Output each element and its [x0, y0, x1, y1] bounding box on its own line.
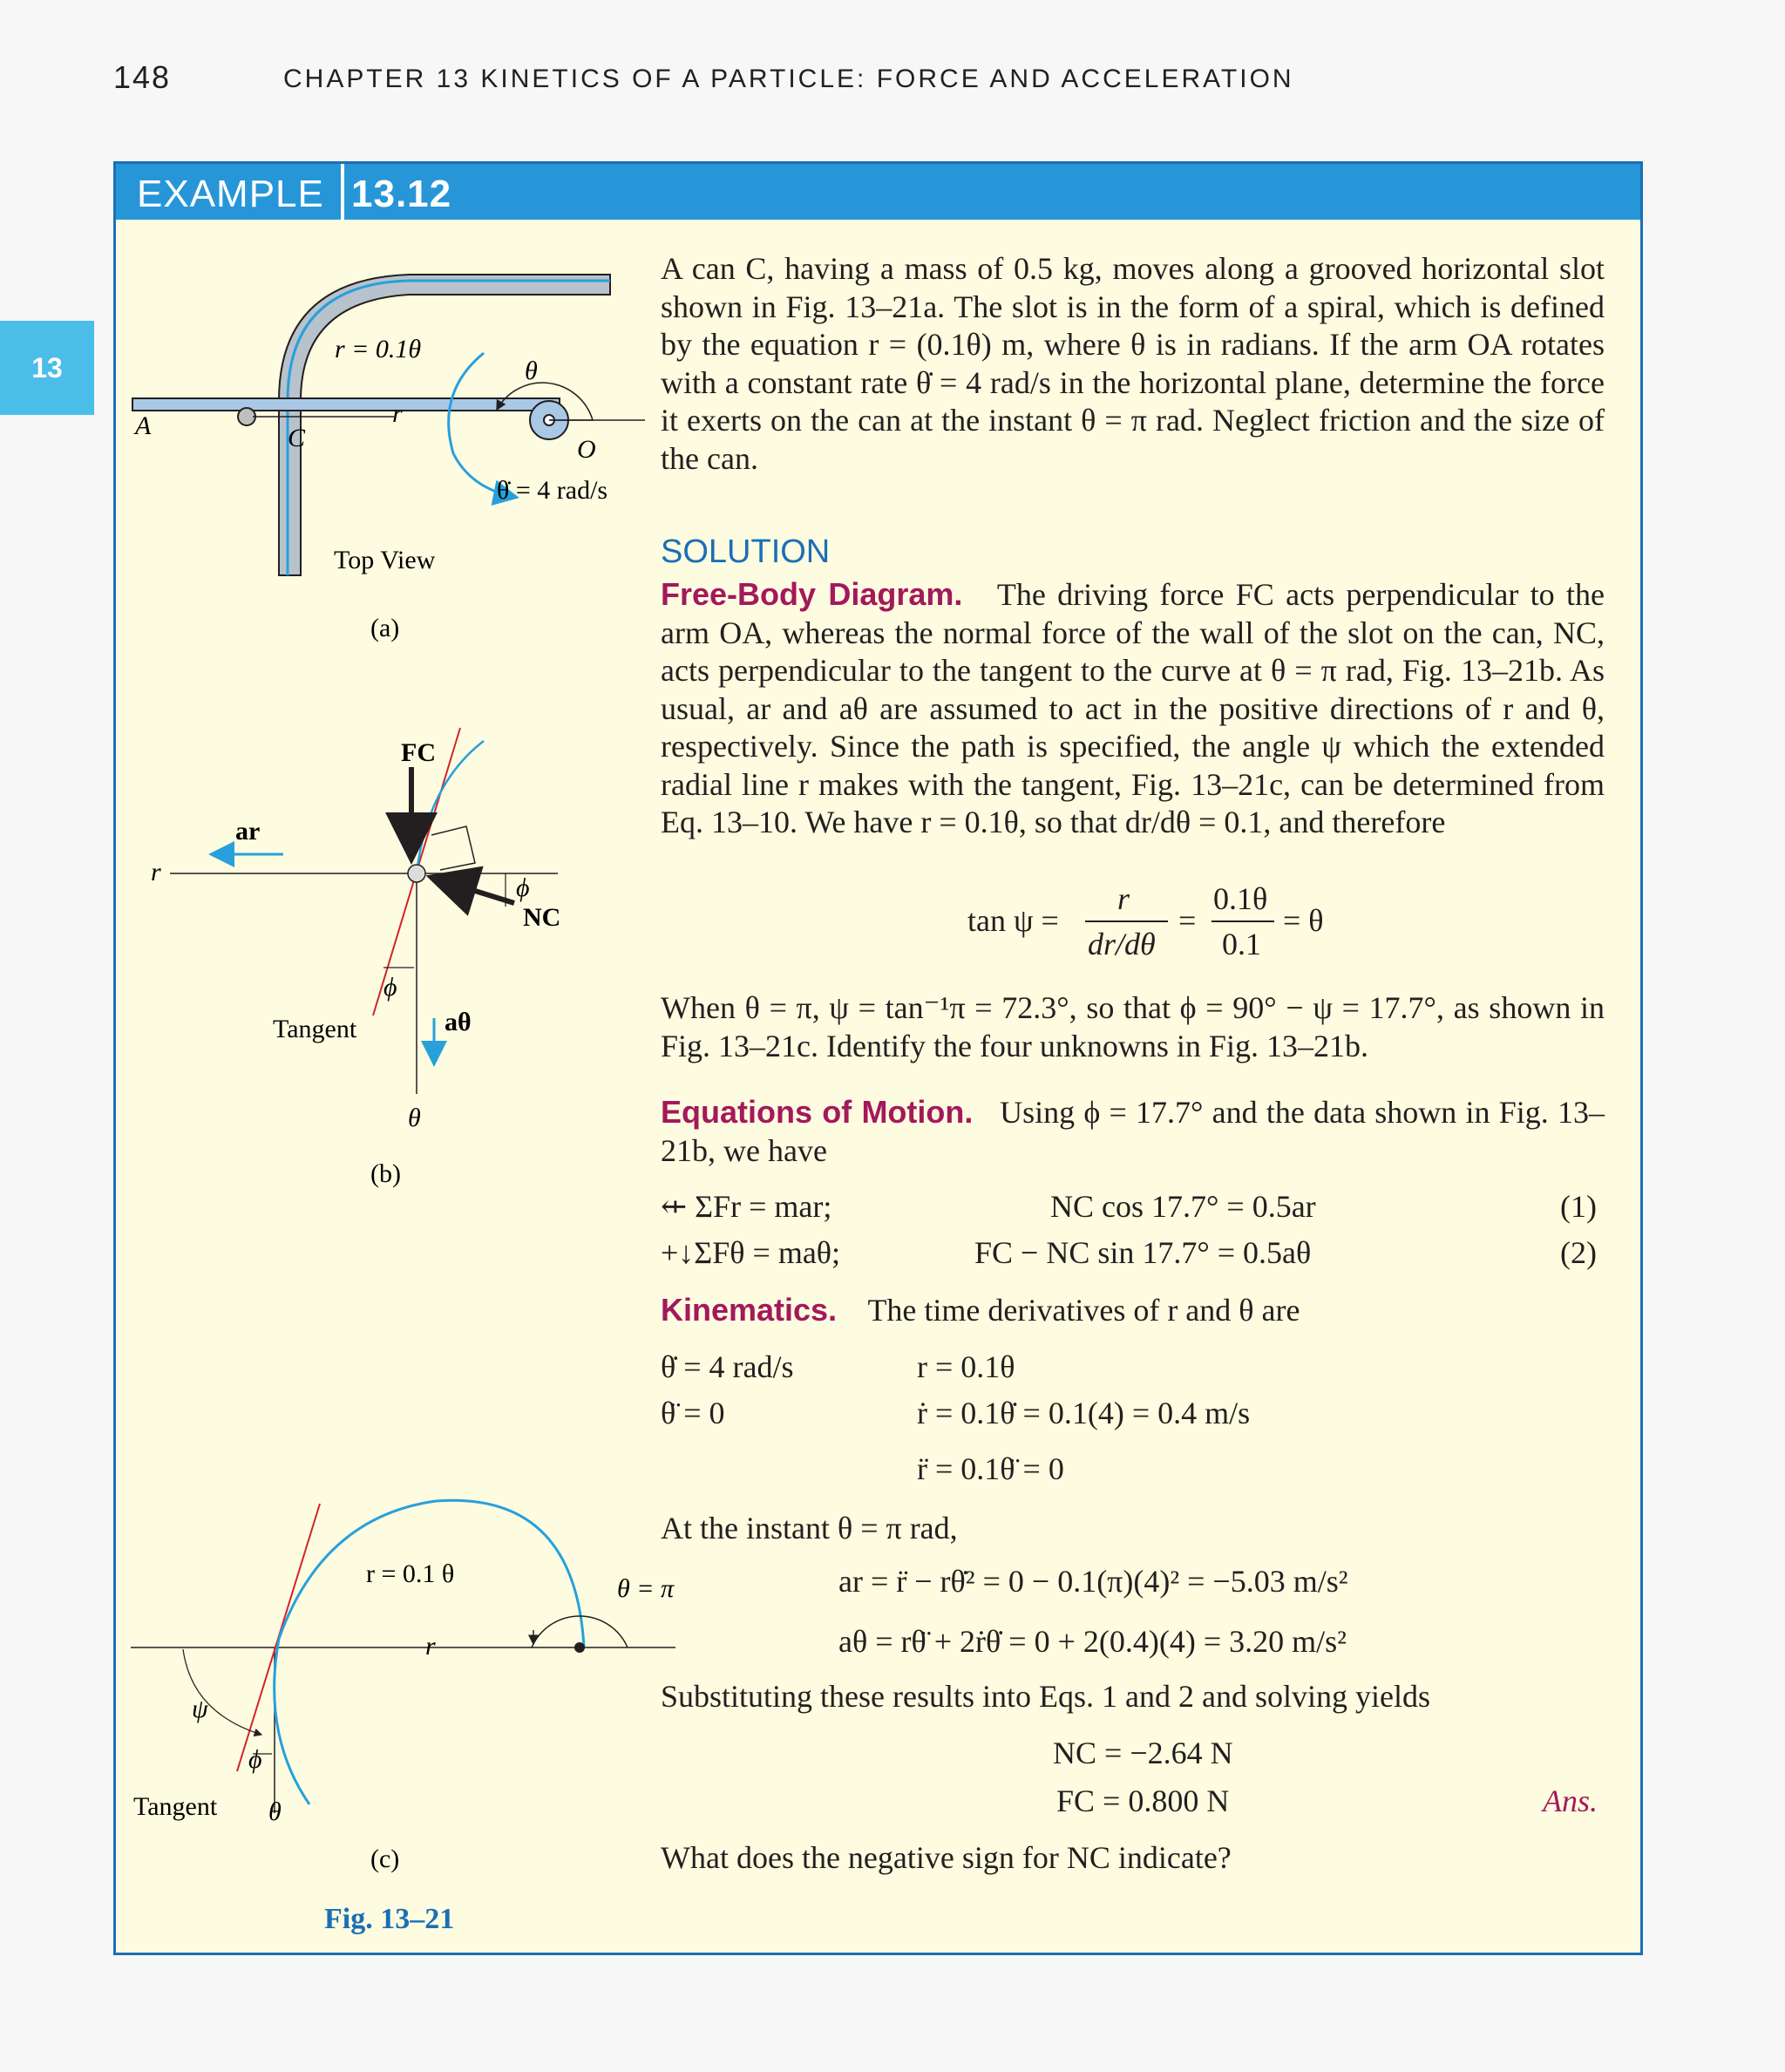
fig-a-point-O: O: [577, 435, 596, 464]
kin-theta-ddot: θ̈ = 0: [661, 1396, 725, 1430]
eom-eq-2: FC − NC sin 17.7° = 0.5aθ: [974, 1235, 1312, 1270]
figure-b: [151, 728, 560, 1188]
fig-b-ar: ar: [235, 817, 261, 846]
fig-c-theta: θ: [268, 1797, 282, 1826]
chapter-tab: 13: [0, 321, 94, 415]
fig-c-r-label: r = 0.1 θ: [366, 1559, 455, 1588]
eom-heading: Equations of Motion.: [661, 1094, 974, 1130]
eom-num-1: (1): [1560, 1189, 1597, 1224]
fig-b-phi: ϕ: [516, 873, 530, 902]
tan-eq-den2: 0.1: [1222, 927, 1261, 961]
fig-c-psi: ψ: [192, 1695, 208, 1723]
running-head: CHAPTER 13 KINETICS OF A PARTICLE: FORCE AND ACCELERATION: [283, 65, 1294, 93]
tan-eq-num2: 0.1θ: [1213, 881, 1268, 916]
solution-heading: SOLUTION: [661, 533, 831, 570]
figure-a: [132, 275, 645, 642]
example-number: 13.12: [351, 173, 452, 215]
result-nc: NC = −2.64 N: [1053, 1736, 1233, 1770]
result-fc: FC = 0.800 N: [1056, 1783, 1230, 1818]
kin-paragraph: [661, 1292, 1300, 1328]
fig-a-point-A: A: [135, 411, 152, 440]
fig-a-r: r: [392, 399, 403, 428]
fig-c-tangent: Tangent: [133, 1792, 218, 1821]
kin-theta-dot: θ̇ = 4 rad/s: [661, 1349, 794, 1384]
fig-a-caption: (a): [370, 614, 400, 642]
kin-r-dot: ṙ = 0.1θ̇ = 0.1(4) = 0.4 m/s: [917, 1396, 1251, 1430]
when-paragraph: When θ = π, ψ = tan⁻¹π = 72.3°, so that ϕ = 90° − ψ = 17.7°, as shown in Fig. 13–21c. Identify the four unknowns in Fig. 13–21b.: [661, 990, 1605, 1063]
tan-eq-rhs: = θ: [1283, 903, 1324, 938]
fig-b-phi2: ϕ: [383, 973, 397, 1002]
problem-statement: A can C, having a mass of 0.5 kg, moves along a grooved horizontal slot shown in Fig. 13–21a. The slot is in the form of a spiral, which is defined by the equation r = (0.1θ) m, where θ is in radians. If the arm OA rotates with a constant rate θ̇ = 4 rad/s in the horizontal plane, determine the force it exerts on the can at the instant θ = π rad. Neglect friction and the size of the can.: [661, 251, 1605, 476]
answer-marker: Ans.: [1543, 1783, 1598, 1818]
fig-a-point-C: C: [288, 424, 306, 452]
fbd-paragraph: [661, 575, 1605, 842]
fbd-text: The driving force FC acts perpendicular to the arm OA, whereas the normal force of the wall of the slot on the can, NC, acts perpendicular to the tangent to the curve at θ = π rad, Fig. 13–21b. As usual, ar and aθ are assumed to act in the positive directions of r and θ, respectively. Since the path is specified, the angle ψ which the extended radial line r makes with the tangent, Fig. 13–21c, can be determined from Eq. 13–10. We have r = 0.1θ, so that dr/dθ = 0.1, and therefore: [661, 577, 1605, 839]
kin-text: The time derivatives of r and θ are: [867, 1293, 1300, 1328]
fig-b-tangent: Tangent: [273, 1015, 357, 1043]
eom-num-2: (2): [1560, 1235, 1597, 1270]
fig-b-r: r: [151, 858, 161, 887]
fig-a-r-label: r = 0.1θ: [335, 335, 422, 363]
figure-caption: Fig. 13–21: [324, 1903, 455, 1935]
fig-a-view: Top View: [334, 546, 436, 574]
fig-c-theta-pi: θ = π: [617, 1574, 675, 1603]
fig-a-theta: θ: [525, 357, 538, 385]
tan-eq-eq2: =: [1178, 903, 1197, 938]
substitution-text: Substituting these results into Eqs. 1 and 2 and solving yields: [661, 1679, 1430, 1714]
fig-c-phi: ϕ: [248, 1745, 262, 1774]
eom-paragraph: [661, 1093, 1605, 1170]
fig-b-fc: FC: [401, 738, 436, 767]
accel-r: ar = r̈ − rθ̇² = 0 − 0.1(π)(4)² = −5.03 m/s²: [838, 1564, 1348, 1599]
page-number: 148: [113, 59, 172, 95]
fig-b-atheta: aθ: [445, 1008, 472, 1036]
eom-eq-1: NC cos 17.7° = 0.5ar: [1050, 1189, 1316, 1224]
fig-c-caption: (c): [370, 1844, 400, 1873]
tan-eq-num1: r: [1117, 881, 1130, 916]
fig-a-rate: θ̇ = 4 rad/s: [497, 476, 608, 505]
instant-text: At the instant θ = π rad,: [661, 1511, 958, 1546]
tan-eq-lhs: tan ψ =: [967, 903, 1059, 938]
accel-theta: aθ = rθ̈ + 2ṙθ̇ = 0 + 2(0.4)(4) = 3.20 m/s²: [838, 1624, 1347, 1659]
fig-c-r: r: [425, 1632, 436, 1661]
eom-sum-2: +↓ΣFθ = maθ;: [661, 1235, 841, 1270]
example-label: EXAMPLE: [137, 173, 324, 215]
closing-question: What does the negative sign for NC indicate?: [661, 1840, 1232, 1875]
fbd-heading: Free-Body Diagram.: [661, 576, 963, 612]
eom-text: Using ϕ = 17.7° and the data shown in Fig. 13–21b, we have: [661, 1095, 1605, 1168]
fig-b-nc: NC: [523, 903, 561, 932]
tan-eq-den1: dr/dθ: [1088, 927, 1156, 961]
eom-sum-1: ⇷ ΣFr = mar;: [661, 1189, 832, 1224]
kin-heading: Kinematics.: [661, 1292, 838, 1328]
fig-b-caption: (b): [370, 1159, 401, 1188]
fig-b-theta: θ: [408, 1104, 421, 1132]
kin-r-ddot: r̈ = 0.1θ̈ = 0: [917, 1451, 1064, 1486]
figure-c: [131, 1500, 675, 1873]
kin-r: r = 0.1θ: [917, 1349, 1015, 1384]
